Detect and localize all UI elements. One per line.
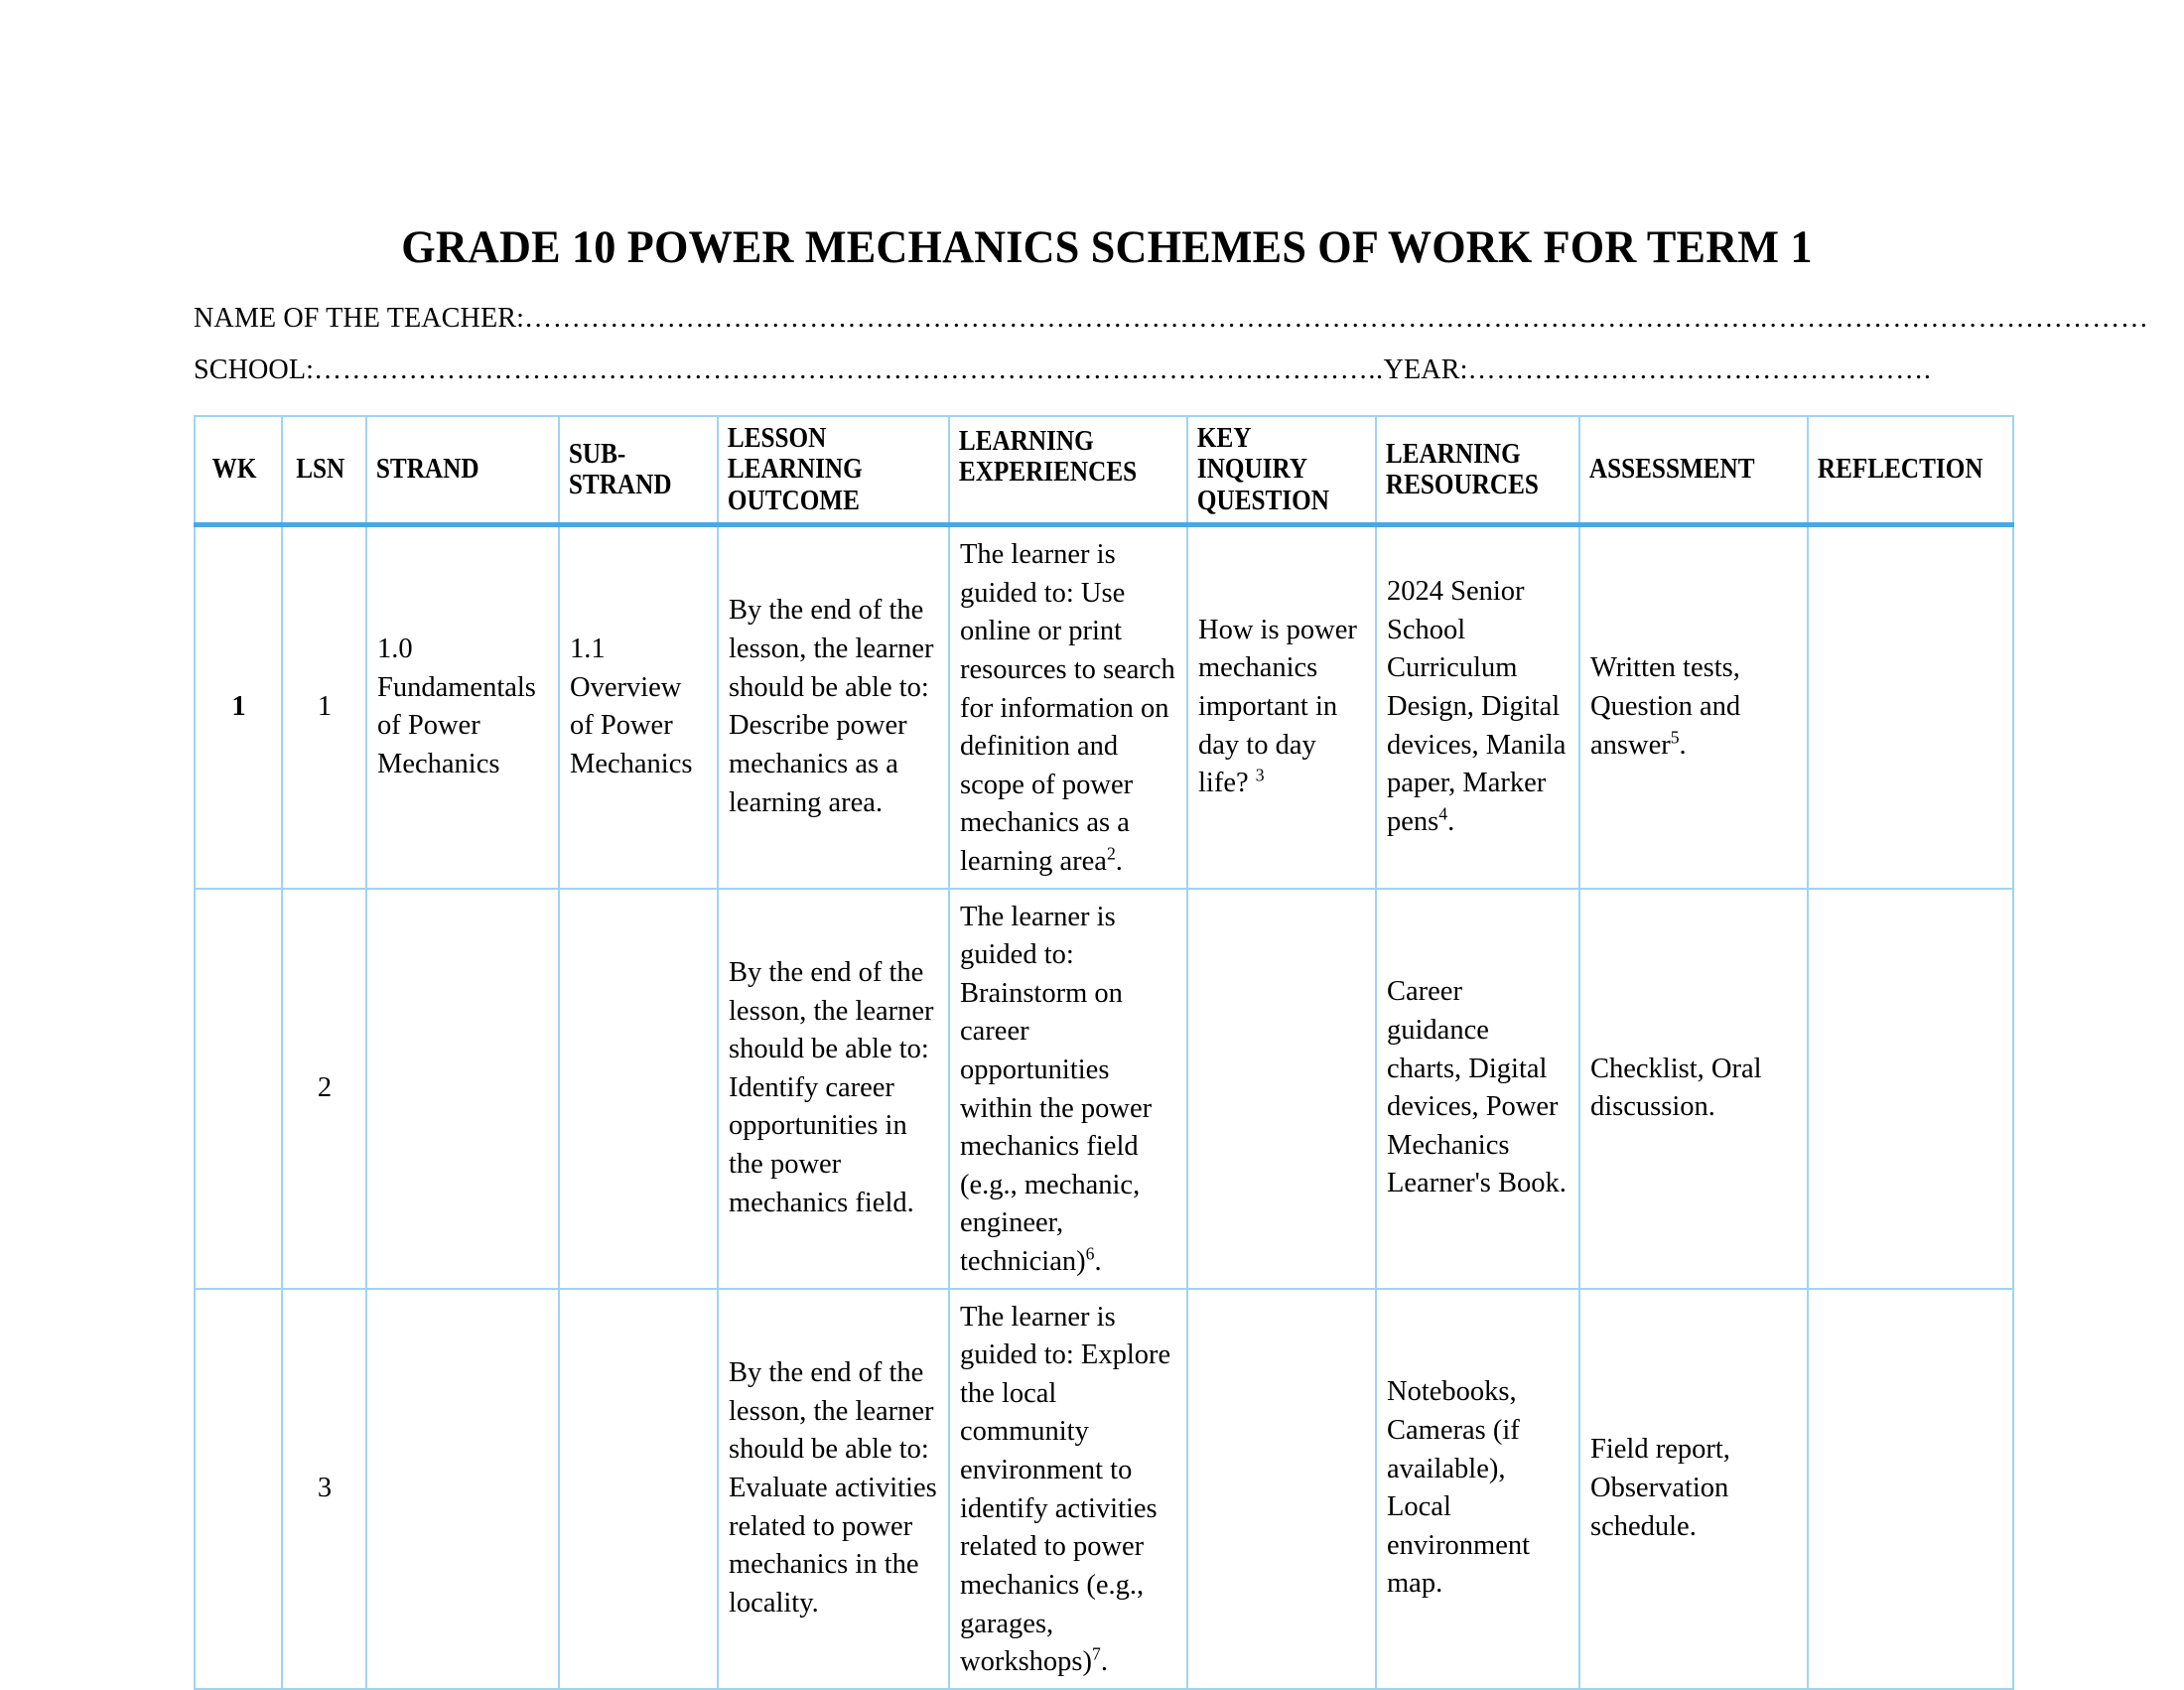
cell-lex-tail: .: [1100, 1646, 1108, 1678]
cell-reflection: [1808, 889, 2013, 1289]
page-title: GRADE 10 POWER MECHANICS SCHEMES OF WORK FOR TERM 1: [401, 221, 1813, 274]
column-header-sub-strand-line2: STRAND: [568, 470, 672, 501]
cell-assessment-footnote-marker: 5: [1670, 727, 1680, 748]
cell-reflection: [1808, 1289, 2013, 1689]
column-header-kiq-line3: QUESTION: [1196, 485, 1329, 516]
cell-learning-resources: [1376, 525, 1579, 889]
school-label: SCHOOL:: [194, 353, 315, 385]
table-header: [195, 416, 2013, 525]
cell-lres-text: Career guidance charts, Digital devices, Power Mechanics Learner's Book.: [1387, 976, 1567, 1199]
column-header-lsn-label: LSN: [296, 454, 345, 486]
column-header-lsn: [282, 416, 358, 525]
cell-lex-footnote-marker: 7: [1092, 1643, 1101, 1664]
cell-key-inquiry-question: [1187, 1289, 1376, 1689]
cell-lesson-learning-outcome: By the end of the lesson, the learner should be able to: Describe power mechanics as a learning area.: [718, 525, 949, 889]
cell-sub-strand: [559, 889, 718, 1289]
cell-learning-experiences: [949, 889, 1187, 1289]
table-header-row: [195, 416, 2013, 525]
table-row: [195, 889, 2013, 1289]
column-header-learning-experiences: [949, 416, 1163, 525]
cell-wk: [195, 889, 282, 1289]
column-header-lres-line2: RESOURCES: [1385, 470, 1539, 501]
cell-key-inquiry-question: [1187, 889, 1376, 1289]
cell-sub-strand: [559, 1289, 718, 1689]
cell-sub-strand: 1.1 Overview of Power Mechanics: [559, 525, 718, 889]
column-header-learning-resources: [1376, 416, 1560, 525]
column-header-assessment-label: ASSESSMENT: [1588, 454, 1755, 486]
cell-strand: 1.0 Fundamentals of Power Mechanics: [366, 525, 559, 889]
cell-assessment-text: Written tests, Question and answer: [1590, 652, 1741, 761]
column-header-sub-strand-line1: SUB-: [568, 438, 626, 470]
column-header-llo-line2: LEARNING: [727, 454, 863, 486]
year-label: YEAR:: [1383, 353, 1468, 385]
column-header-lres-line1: LEARNING: [1385, 438, 1521, 470]
schemes-of-work-table: [194, 415, 2014, 1690]
table-row: [195, 525, 2013, 889]
teacher-name-field-line: [194, 301, 2149, 336]
column-header-llo-line3: OUTCOME: [727, 485, 860, 516]
cell-lsn: 3: [282, 1289, 366, 1689]
cell-assessment-text: Field report, Observation schedule.: [1590, 1434, 1730, 1542]
cell-lex-text: The learner is guided to: Brainstorm on career opportunities within the power mechanics field (e.g., mechanic, engineer, technician): [960, 901, 1153, 1278]
cell-lesson-learning-outcome: By the end of the lesson, the learner should be able to: Identify career opportunities in the power mechanics field.: [718, 889, 949, 1289]
cell-lex-footnote-marker: 6: [1085, 1243, 1095, 1264]
cell-wk: [195, 1289, 282, 1689]
cell-assessment: [1579, 1289, 1808, 1689]
cell-strand: [366, 889, 559, 1289]
cell-wk: 1: [195, 525, 282, 889]
cell-learning-resources: [1376, 889, 1579, 1289]
table-row: [195, 1289, 2013, 1689]
cell-lex-text: The learner is guided to: Explore the local community environment to identify activities related to power mechanics (e.g., garages, workshops): [960, 1301, 1171, 1678]
column-header-lex-line2: EXPERIENCES: [958, 457, 1138, 489]
year-dot-leader: ………………………………………….: [1467, 353, 1932, 385]
cell-lesson-learning-outcome: By the end of the lesson, the learner should be able to: Evaluate activities related to power mechanics in the locality.: [718, 1289, 949, 1689]
column-header-reflection: [1808, 416, 1992, 525]
cell-lres-tail: .: [1447, 805, 1455, 837]
column-header-lesson-learning-outcome: [718, 416, 926, 525]
cell-key-inquiry-question: [1187, 525, 1376, 889]
cell-assessment-text: Checklist, Oral discussion.: [1590, 1053, 1762, 1123]
cell-reflection: [1808, 525, 2013, 889]
cell-learning-experiences: [949, 525, 1187, 889]
school-year-field-line: [194, 352, 1932, 387]
table-body: [195, 525, 2013, 1689]
column-header-sub-strand: [559, 416, 702, 525]
column-header-llo-line1: LESSON: [727, 423, 827, 454]
column-header-reflection-label: REFLECTION: [1817, 454, 1983, 486]
school-dot-leader: …………………………………………………………………………………………………..: [314, 353, 1384, 385]
column-header-kiq-line1: KEY: [1196, 423, 1252, 454]
cell-assessment-tail: .: [1679, 729, 1687, 761]
cell-learning-experiences: [949, 1289, 1187, 1689]
column-header-assessment: [1579, 416, 1785, 525]
column-header-lex-line1: LEARNING: [958, 426, 1094, 457]
cell-lex-tail: .: [1094, 1246, 1102, 1278]
column-header-kiq-line2: INQUIRY: [1196, 454, 1308, 486]
cell-lex-tail: .: [1115, 845, 1123, 877]
cell-kiq-footnote-marker: 3: [1255, 765, 1265, 785]
cell-strand: [366, 1289, 559, 1689]
teacher-name-dot-leader: ………………………………………………………………………………………………………………………………………………………: [524, 302, 2149, 334]
column-header-key-inquiry-question: [1187, 416, 1357, 525]
cell-lex-text: The learner is guided to: Use online or print resources to search for information on definition and scope of power mechanics as a learning area: [960, 539, 1175, 877]
column-header-wk: [195, 416, 273, 525]
cell-assessment: [1579, 525, 1808, 889]
cell-lsn: 1: [282, 525, 366, 889]
column-header-wk-label: WK: [211, 454, 257, 486]
cell-lex-footnote-marker: 2: [1106, 843, 1116, 864]
cell-lsn: 2: [282, 889, 366, 1289]
cell-learning-resources: [1376, 1289, 1579, 1689]
teacher-name-label: NAME OF THE TEACHER:: [194, 302, 525, 334]
cell-lres-footnote-marker: 4: [1438, 803, 1448, 824]
cell-assessment: [1579, 889, 1808, 1289]
column-header-strand-label: STRAND: [375, 454, 479, 486]
cell-lres-text: 2024 Senior School Curriculum Design, Digital devices, Manila paper, Marker pens: [1387, 576, 1567, 837]
cell-kiq-text: How is power mechanics important in day to day life?: [1198, 614, 1357, 799]
column-header-strand: [366, 416, 540, 525]
cell-lres-text: Notebooks, Cameras (if available), Local environment map.: [1387, 1376, 1531, 1600]
